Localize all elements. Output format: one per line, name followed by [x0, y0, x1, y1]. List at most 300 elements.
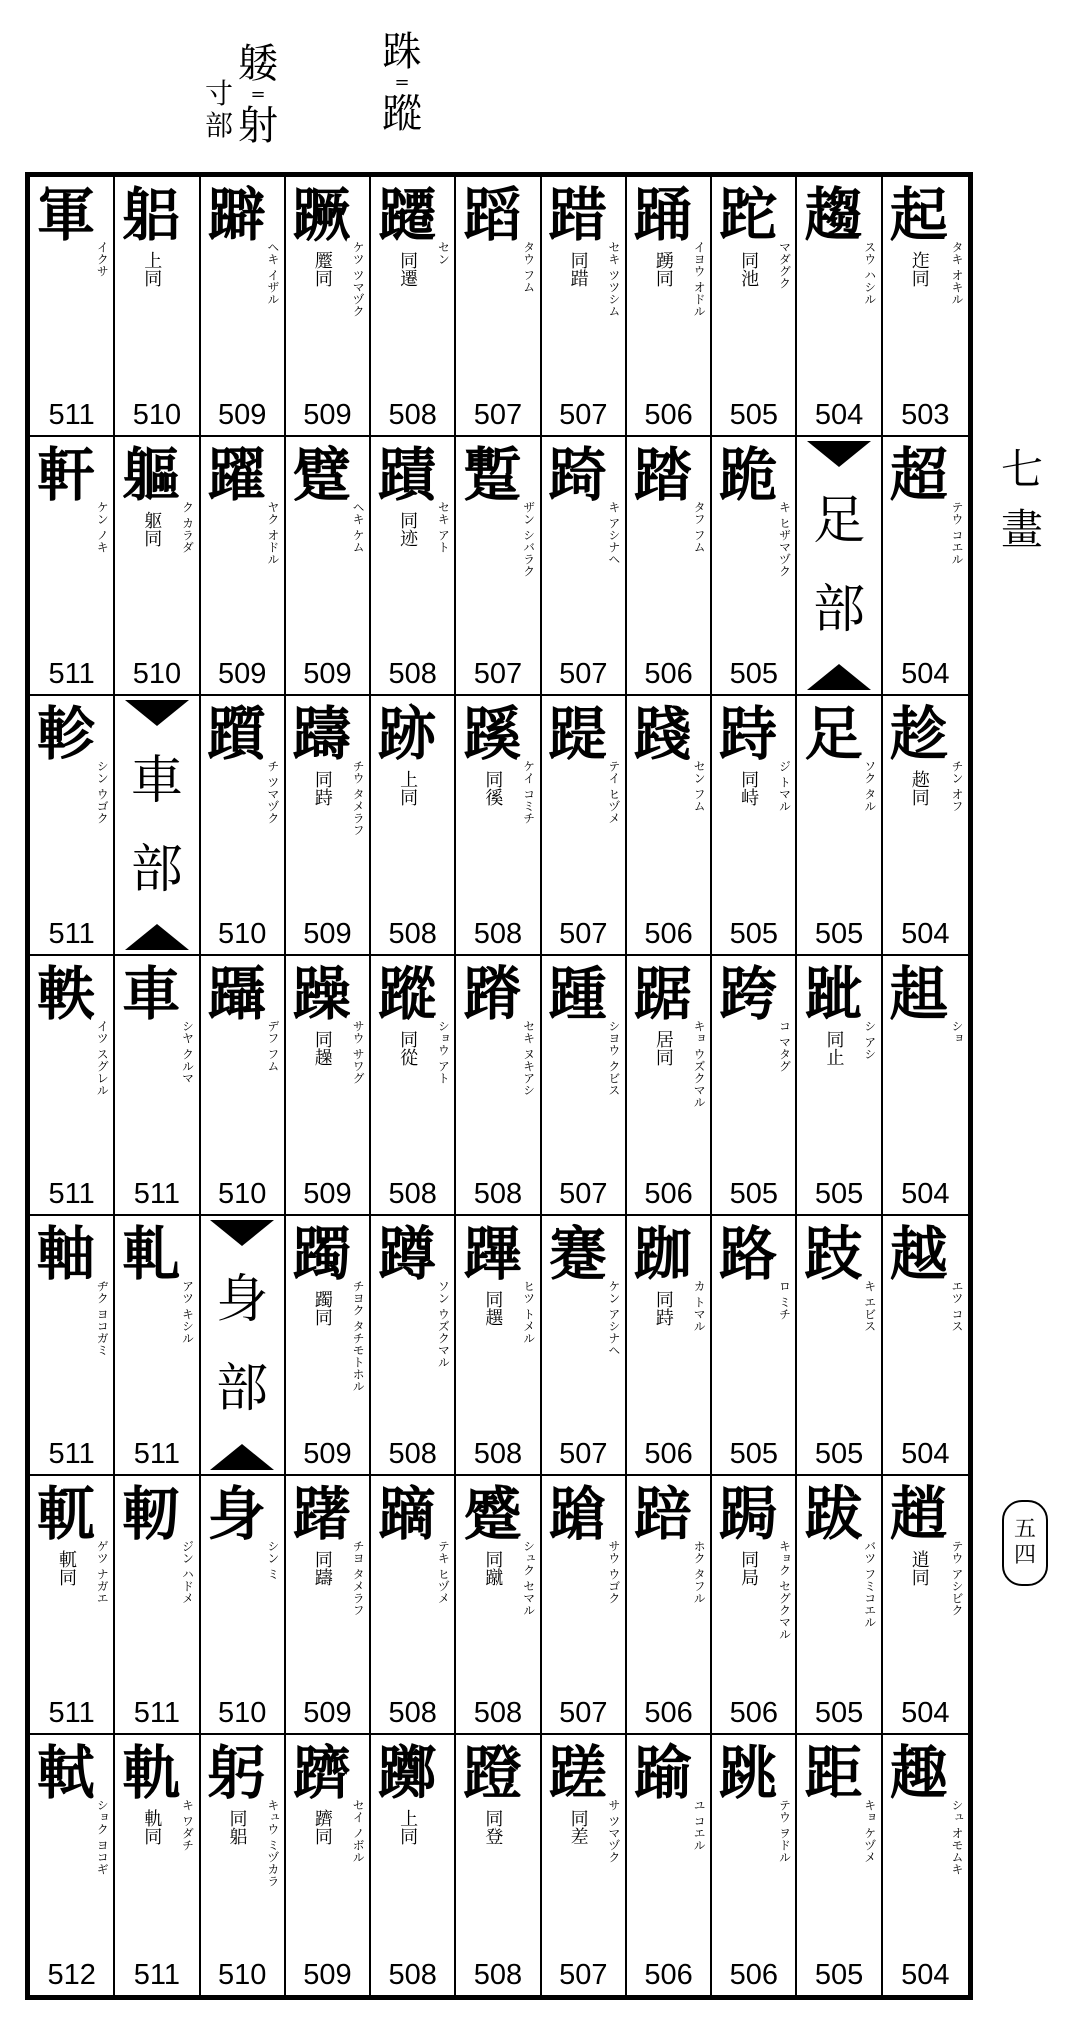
radical-header-char: 部 — [216, 1359, 269, 1420]
kanji-reading: ザン シバラク — [521, 500, 536, 577]
radical-header-char: 身 — [216, 1270, 269, 1331]
kanji-reading: シュク セマル — [521, 1539, 536, 1616]
entry-number: 508 — [388, 1177, 437, 1210]
kanji-variant-note: 躅同 — [311, 1289, 333, 1326]
stroke-count-unit: 畫 — [1000, 505, 1043, 554]
kanji-reading: ショク ヨコギ — [95, 1799, 110, 1876]
kanji-entry-cell — [542, 1735, 627, 1995]
kanji-character: 跋 — [804, 1479, 863, 1548]
kanji-character: 踶 — [548, 700, 607, 769]
entry-number: 508 — [473, 1437, 523, 1470]
kanji-entry-cell — [627, 1476, 712, 1736]
entry-number: 506 — [644, 1697, 693, 1730]
kanji-reading: テウ コエル — [950, 500, 964, 565]
entry-number: 504 — [901, 1177, 950, 1210]
kanji-variant-note: 蹷同 — [311, 251, 333, 287]
kanji-reading: ユ コエル — [692, 1799, 707, 1852]
entry-number: 509 — [217, 658, 267, 691]
kanji-character: 軼 — [36, 960, 95, 1029]
entry-number: 510 — [217, 1177, 267, 1210]
entry-number: 509 — [303, 658, 352, 691]
kanji-character: 軾 — [36, 1739, 95, 1808]
entry-number: 510 — [217, 1959, 267, 1991]
kanji-entry-cell — [201, 437, 286, 697]
entry-number: 503 — [901, 398, 950, 431]
entry-number: 511 — [48, 1177, 95, 1210]
kanji-reading: ク カラダ — [180, 500, 195, 553]
entry-number: 506 — [644, 398, 693, 431]
kanji-reading: タウ フム — [521, 241, 536, 293]
kanji-character: 蹤 — [378, 960, 437, 1029]
kanji-character: 躬 — [207, 1739, 266, 1808]
entry-number: 511 — [133, 1697, 181, 1730]
kanji-entry-cell — [797, 1735, 882, 1995]
kanji-reading: サウ ウゴク — [606, 1539, 621, 1604]
kanji-character: 蹐 — [463, 960, 522, 1029]
kanji-variant-note: 迮同 — [908, 251, 930, 287]
top-note-main: 跦 — [382, 29, 422, 75]
kanji-character: 蹲 — [378, 1219, 437, 1288]
kanji-reading: キョ ケヅメ — [862, 1799, 877, 1864]
kanji-character: 躡 — [207, 960, 266, 1029]
radical-header-char: 車 — [130, 750, 183, 811]
kanji-variant-note: 同池 — [738, 251, 760, 287]
kanji-reading: コ マタグ — [777, 1020, 792, 1072]
kanji-entry-cell — [371, 177, 456, 437]
kanji-character: 起 — [889, 181, 948, 249]
kanji-entry-cell — [371, 956, 456, 1216]
bracket-bottom-icon — [210, 1444, 274, 1470]
entry-number: 504 — [901, 1437, 950, 1470]
kanji-character: 軌 — [122, 1739, 181, 1808]
entry-number: 505 — [814, 918, 864, 951]
kanji-entry-cell — [542, 696, 627, 956]
entry-number: 509 — [303, 398, 352, 431]
kanji-entry-cell — [542, 177, 627, 437]
kanji-character: 躅 — [292, 1219, 351, 1288]
kanji-entry-cell — [712, 956, 797, 1216]
kanji-entry-cell — [797, 956, 882, 1216]
kanji-reading: デフ フム — [265, 1020, 280, 1072]
kanji-character: 蹌 — [548, 1479, 607, 1548]
kanji-entry-cell — [627, 956, 712, 1216]
kanji-entry-cell — [115, 437, 200, 697]
entry-number: 506 — [729, 1697, 778, 1730]
kanji-entry-cell — [30, 956, 115, 1216]
kanji-character: 蹬 — [463, 1739, 522, 1808]
kanji-variant-note: 居同 — [652, 1030, 674, 1067]
kanji-entry-cell — [286, 1735, 371, 1995]
entry-number: 505 — [729, 918, 778, 951]
kanji-entry-cell — [883, 1735, 968, 1995]
kanji-variant-note: 同迹 — [397, 510, 419, 547]
kanji-reading: ホク タフル — [692, 1539, 707, 1604]
entry-number: 510 — [217, 918, 267, 951]
kanji-character: 跱 — [719, 700, 778, 769]
entry-number: 505 — [814, 1959, 864, 1991]
kanji-entry-cell — [201, 1476, 286, 1736]
kanji-entry-cell — [115, 177, 200, 437]
kanji-reading: セン フム — [692, 760, 707, 813]
entry-number: 506 — [729, 1959, 778, 1991]
kanji-character: 躊 — [292, 700, 351, 769]
entry-number: 504 — [814, 398, 864, 431]
kanji-character: 躑 — [378, 1739, 437, 1808]
kanji-entry-cell — [115, 1216, 200, 1476]
kanji-entry-cell — [883, 1476, 968, 1736]
entry-number: 511 — [48, 918, 95, 951]
kanji-variant-note: 同蹴 — [482, 1549, 504, 1586]
entry-number: 508 — [388, 1437, 437, 1470]
kanji-variant-note: 同局 — [738, 1549, 760, 1586]
kanji-index-grid — [25, 172, 973, 2000]
radical-header-cell — [201, 1216, 286, 1476]
kanji-character: 踏 — [633, 440, 692, 509]
kanji-character: 軏 — [36, 1479, 95, 1548]
kanji-entry-cell — [371, 437, 456, 697]
entry-number: 508 — [473, 1177, 523, 1210]
kanji-character: 跏 — [633, 1219, 692, 1288]
kanji-reading: バツ フミコエル — [862, 1539, 877, 1628]
kanji-reading: アツ キシル — [180, 1279, 195, 1344]
entry-number: 508 — [473, 1697, 523, 1730]
top-note-3 — [205, 78, 233, 142]
kanji-reading: ヤク オドル — [265, 500, 280, 565]
kanji-variant-note: 同登 — [482, 1809, 504, 1846]
kanji-variant-note: 同峙 — [738, 770, 760, 807]
kanji-reading: キ ワダチ — [180, 1799, 195, 1852]
kanji-reading: ケツ ツマヅク — [351, 241, 366, 317]
kanji-character: 趄 — [889, 960, 948, 1029]
kanji-entry-cell — [883, 1216, 968, 1476]
top-note-main: 躷 — [238, 41, 278, 87]
kanji-character: 踖 — [548, 181, 607, 249]
entry-number: 510 — [217, 1697, 267, 1730]
kanji-reading: ヒツ トメル — [521, 1279, 536, 1344]
kanji-character: 蹟 — [378, 440, 437, 509]
kanji-reading: セキ ツツシム — [606, 241, 621, 317]
kanji-entry-cell — [627, 1216, 712, 1476]
kanji-character: 趣 — [889, 1739, 948, 1808]
entry-number: 508 — [388, 918, 437, 951]
entry-number: 508 — [388, 1697, 437, 1730]
kanji-character: 蹔 — [463, 440, 522, 509]
kanji-entry-cell — [883, 956, 968, 1216]
kanji-variant-note: 軌同 — [141, 1809, 163, 1846]
entry-number: 507 — [559, 1437, 608, 1470]
kanji-reading: ジン ハドメ — [180, 1539, 195, 1604]
kanji-reading: キョ ウズクマル — [692, 1020, 707, 1108]
kanji-character: 蹇 — [548, 1219, 607, 1288]
kanji-reading: ケン アシナヘ — [606, 1279, 621, 1356]
kanji-character: 趨 — [804, 181, 863, 249]
kanji-reading: ヂク ヨコガミ — [95, 1279, 110, 1356]
kanji-reading: ヘキ ケム — [351, 500, 366, 553]
kanji-variant-note: 同趮 — [311, 1030, 333, 1067]
kanji-variant-note: 上同 — [397, 770, 419, 807]
top-note-equals: = — [250, 84, 266, 105]
kanji-entry-cell — [456, 177, 541, 437]
radical-header-cell — [797, 437, 882, 697]
top-note-main: 寸 — [205, 77, 234, 110]
entry-number: 508 — [473, 918, 523, 951]
kanji-character: 趙 — [889, 1479, 948, 1548]
kanji-variant-note: 同躊 — [311, 1549, 333, 1586]
top-note-sub: 射 — [238, 103, 278, 149]
entry-number: 505 — [729, 1437, 778, 1470]
kanji-reading: イツ スグレル — [95, 1020, 110, 1096]
kanji-character: 越 — [889, 1219, 948, 1288]
kanji-reading: イヨウ オドル — [692, 241, 707, 317]
kanji-entry-cell — [30, 177, 115, 437]
kanji-entry-cell — [797, 1476, 882, 1736]
kanji-variant-note: 同跱 — [311, 770, 333, 807]
kanji-reading: タフ フム — [692, 500, 707, 553]
kanji-variant-note: 躯同 — [141, 510, 163, 547]
kanji-reading: シン ウゴク — [95, 760, 110, 825]
kanji-character: 躋 — [292, 1739, 351, 1808]
kanji-reading: セイ ノボル — [351, 1799, 366, 1864]
kanji-entry-cell — [201, 177, 286, 437]
kanji-reading: タキ オキル — [950, 241, 964, 305]
kanji-character: 躓 — [207, 700, 266, 769]
kanji-character: 踵 — [548, 960, 607, 1029]
kanji-reading: ショウ アト — [436, 1020, 451, 1084]
entry-number: 511 — [48, 1437, 95, 1470]
kanji-entry-cell — [797, 177, 882, 437]
entry-number: 507 — [559, 1177, 608, 1210]
stroke-count-number: 七 — [1000, 445, 1043, 494]
radical-header — [205, 1220, 280, 1470]
top-note-sub: 蹤 — [382, 91, 422, 137]
entry-number: 504 — [901, 1697, 950, 1730]
kanji-reading: シン ミ — [265, 1539, 280, 1580]
kanji-reading: ケン ノキ — [95, 500, 110, 553]
kanji-reading: セキ アト — [436, 500, 451, 553]
entry-number: 507 — [559, 918, 608, 951]
kanji-entry-cell — [456, 1476, 541, 1736]
entry-number: 505 — [729, 398, 778, 431]
kanji-character: 軸 — [36, 1219, 95, 1288]
entry-number: 507 — [559, 1697, 608, 1730]
kanji-reading: ソク タル — [862, 760, 877, 813]
kanji-character: 踣 — [633, 1479, 692, 1548]
kanji-reading: ショ — [950, 1020, 964, 1045]
entry-number: 504 — [901, 918, 950, 951]
kanji-reading: キ ヒザマヅク — [777, 500, 792, 577]
kanji-reading: キョク セグクマル — [777, 1539, 792, 1640]
entry-number: 509 — [303, 1959, 352, 1991]
kanji-entry-cell — [371, 696, 456, 956]
entry-number: 511 — [48, 658, 95, 691]
entry-number: 508 — [388, 398, 437, 431]
kanji-character: 跡 — [378, 700, 437, 769]
kanji-reading: ロ ミチ — [777, 1279, 792, 1320]
entry-number: 507 — [559, 398, 608, 431]
entry-number: 508 — [388, 1959, 437, 1991]
entry-number: 511 — [133, 1959, 181, 1991]
kanji-character: 軫 — [36, 700, 95, 769]
kanji-entry-cell — [201, 696, 286, 956]
kanji-entry-cell — [371, 1735, 456, 1995]
top-note-equals: = — [394, 72, 410, 93]
radical-header — [801, 441, 876, 691]
kanji-variant-note: 同徯 — [482, 770, 504, 807]
kanji-variant-note: 同遷 — [397, 251, 419, 287]
entry-number: 507 — [473, 658, 523, 691]
kanji-character: 路 — [719, 1219, 778, 1288]
kanji-entry-cell — [30, 1476, 115, 1736]
kanji-character: 躄 — [292, 440, 351, 509]
entry-number: 510 — [132, 398, 182, 431]
kanji-variant-note: 上同 — [141, 251, 163, 287]
entry-number: 506 — [644, 658, 693, 691]
kanji-character: 跨 — [719, 960, 778, 1029]
kanji-reading: ケイ コミチ — [521, 760, 536, 825]
kanji-reading: チン オフ — [950, 760, 964, 813]
entry-number: 504 — [901, 658, 950, 691]
kanji-entry-cell — [286, 1476, 371, 1736]
entry-number: 506 — [644, 1177, 693, 1210]
kanji-character: 軀 — [122, 440, 181, 509]
kanji-reading: テウ ヲドル — [777, 1799, 792, 1864]
kanji-entry-cell — [456, 1216, 541, 1476]
kanji-reading: エツ コス — [950, 1279, 964, 1332]
kanji-entry-cell — [286, 956, 371, 1216]
kanji-character: 踰 — [633, 1739, 692, 1808]
kanji-entry-cell — [542, 1476, 627, 1736]
kanji-variant-note: 同踖 — [567, 251, 589, 287]
kanji-reading: マダグク — [777, 241, 792, 289]
kanji-character: 趁 — [889, 700, 948, 769]
kanji-reading: シヤ クルマ — [180, 1020, 195, 1084]
kanji-variant-note: 趂同 — [908, 770, 930, 807]
kanji-character: 跂 — [804, 1219, 863, 1288]
kanji-entry-cell — [883, 437, 968, 697]
entry-number: 505 — [814, 1177, 864, 1210]
kanji-variant-note: 同從 — [397, 1030, 419, 1067]
kanji-variant-note: 同差 — [567, 1809, 589, 1846]
entry-number: 509 — [303, 1697, 352, 1730]
kanji-entry-cell — [371, 1476, 456, 1736]
kanji-entry-cell — [286, 437, 371, 697]
entry-number: 509 — [217, 398, 267, 431]
kanji-character: 躇 — [292, 1479, 351, 1548]
kanji-entry-cell — [883, 696, 968, 956]
kanji-reading: テイ ヒヅメ — [606, 760, 621, 825]
kanji-entry-cell — [30, 1216, 115, 1476]
kanji-entry-cell — [286, 696, 371, 956]
kanji-entry-cell — [797, 696, 882, 956]
kanji-character: 跎 — [719, 181, 778, 249]
entry-number: 504 — [901, 1959, 950, 1991]
kanji-entry-cell — [627, 696, 712, 956]
top-note-2 — [238, 42, 278, 148]
kanji-entry-cell — [456, 437, 541, 697]
kanji-entry-cell — [627, 177, 712, 437]
entry-number: 509 — [303, 1437, 352, 1470]
kanji-entry-cell — [712, 696, 797, 956]
page-number-digit: 五 — [1013, 1517, 1036, 1542]
kanji-character: 蹢 — [378, 1479, 437, 1548]
entry-number: 511 — [133, 1437, 181, 1470]
top-note-1 — [382, 30, 422, 136]
kanji-entry-cell — [712, 1735, 797, 1995]
kanji-character: 跳 — [719, 1739, 778, 1808]
entry-number: 511 — [133, 1177, 181, 1210]
kanji-character: 跼 — [719, 1479, 778, 1548]
bracket-top-icon — [210, 1220, 274, 1246]
kanji-reading: テウ アシビク — [950, 1539, 964, 1616]
kanji-character: 蹶 — [292, 181, 351, 249]
entry-number: 507 — [559, 1959, 608, 1991]
kanji-entry-cell — [115, 956, 200, 1216]
entry-number: 512 — [47, 1959, 96, 1991]
radical-header — [119, 700, 194, 950]
kanji-character: 踊 — [633, 181, 692, 249]
kanji-entry-cell — [286, 1216, 371, 1476]
kanji-character: 蹈 — [463, 181, 522, 249]
bracket-bottom-icon — [125, 924, 189, 950]
kanji-character: 蹙 — [463, 1479, 522, 1548]
kanji-reading: スウ ハシル — [862, 241, 877, 305]
kanji-entry-cell — [30, 696, 115, 956]
kanji-reading: サ ツマヅク — [606, 1799, 621, 1864]
kanji-reading: ヘキ イザル — [265, 241, 280, 305]
kanji-entry-cell — [456, 956, 541, 1216]
kanji-character: 躃 — [207, 181, 266, 249]
kanji-reading: シ アシ — [862, 1020, 877, 1060]
kanji-variant-note: 同止 — [823, 1030, 845, 1067]
kanji-character: 躍 — [207, 440, 266, 509]
kanji-character: 蹊 — [463, 700, 522, 769]
kanji-character: 足 — [804, 700, 863, 769]
kanji-reading: シュ オモムキ — [950, 1799, 964, 1876]
kanji-variant-note: 同跱 — [652, 1289, 674, 1326]
entry-number: 510 — [132, 658, 182, 691]
kanji-variant-note: 上同 — [397, 1809, 419, 1846]
entry-number: 511 — [48, 398, 95, 431]
kanji-reading: イクサ — [95, 241, 110, 277]
page-number — [1002, 1500, 1048, 1586]
radical-header-cell — [115, 696, 200, 956]
kanji-character: 蹕 — [463, 1219, 522, 1288]
kanji-reading: ジ トマル — [777, 760, 792, 813]
kanji-entry-cell — [797, 1216, 882, 1476]
entry-number: 506 — [644, 1437, 693, 1470]
kanji-reading: カ トマル — [692, 1279, 707, 1332]
kanji-character: 躚 — [378, 181, 437, 249]
kanji-entry-cell — [712, 437, 797, 697]
kanji-entry-cell — [627, 437, 712, 697]
entry-number: 505 — [729, 658, 778, 691]
kanji-reading: チヨ タメラフ — [351, 1539, 366, 1616]
kanji-entry-cell — [115, 1476, 200, 1736]
kanji-reading: ゲツ ナガエ — [95, 1539, 110, 1604]
entry-number: 505 — [814, 1437, 864, 1470]
kanji-entry-cell — [712, 1476, 797, 1736]
kanji-character: 軔 — [122, 1479, 181, 1548]
kanji-character: 身 — [207, 1479, 266, 1548]
entry-number: 506 — [644, 1959, 693, 1991]
bracket-bottom-icon — [807, 664, 871, 690]
entry-number: 506 — [644, 918, 693, 951]
kanji-variant-note: 同趩 — [482, 1289, 504, 1326]
kanji-character: 踐 — [633, 700, 692, 769]
kanji-entry-cell — [542, 956, 627, 1216]
entry-number: 505 — [729, 1177, 778, 1210]
kanji-entry-cell — [115, 1735, 200, 1995]
